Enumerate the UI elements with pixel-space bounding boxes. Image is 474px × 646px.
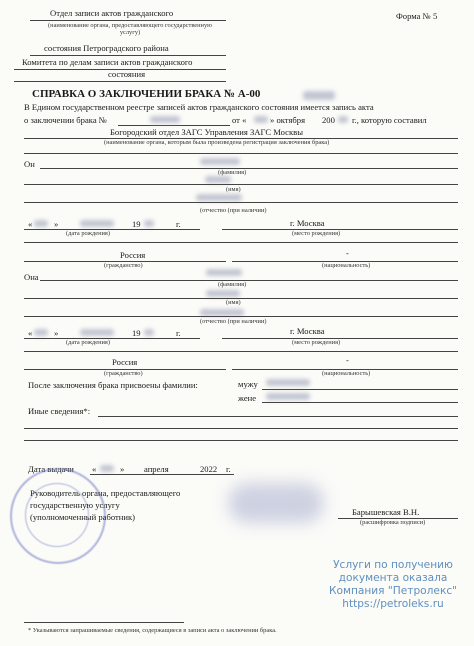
underline bbox=[24, 440, 458, 441]
redacted-birth-year bbox=[144, 329, 154, 336]
underline bbox=[24, 298, 458, 299]
redacted-birth-year bbox=[144, 220, 154, 227]
watermark-line-3: Компания "Петролекс" bbox=[328, 585, 458, 597]
nationality: - bbox=[346, 248, 349, 258]
certificate-title: СПРАВКА О ЗАКЛЮЧЕНИИ БРАКА № А-00 bbox=[32, 88, 261, 100]
nationality: - bbox=[346, 355, 349, 365]
redacted-record-number bbox=[150, 116, 180, 123]
redacted-birth-month bbox=[80, 220, 114, 227]
redacted-year-digit bbox=[338, 116, 348, 123]
issue-quote-open: « bbox=[92, 464, 97, 474]
birth-place: г. Москва bbox=[290, 218, 325, 228]
birth-place: г. Москва bbox=[290, 326, 325, 336]
underline bbox=[90, 474, 234, 475]
issue-quote-close: » bbox=[120, 464, 125, 474]
issue-year-suffix: г. bbox=[226, 464, 231, 474]
birth-quote-open: « bbox=[28, 328, 33, 338]
wife-label: жене bbox=[238, 393, 257, 403]
he-label: Он bbox=[24, 159, 35, 169]
underline bbox=[24, 242, 458, 243]
signer-caption: (расшифровка подписи) bbox=[360, 519, 426, 526]
redacted-birth-month bbox=[80, 329, 114, 336]
birth-quote-open: « bbox=[28, 219, 33, 229]
redacted-number bbox=[303, 91, 335, 100]
underline bbox=[24, 202, 458, 203]
birth-quote-close: » bbox=[54, 219, 59, 229]
birth-date-caption: (дата рождения) bbox=[66, 339, 110, 346]
husband-label: мужу bbox=[238, 379, 258, 389]
name-caption: (имя) bbox=[226, 299, 241, 306]
redacted-birth-day bbox=[34, 329, 48, 336]
birth-place-caption: (место рождения) bbox=[292, 339, 341, 346]
divider bbox=[30, 20, 226, 21]
patronymic-caption: (отчество (при наличии) bbox=[200, 207, 267, 214]
issue-year: 2022 bbox=[200, 464, 218, 474]
birth-year: 19 bbox=[132, 219, 141, 229]
underline bbox=[118, 125, 230, 126]
underline bbox=[40, 280, 458, 281]
redacted-patronymic bbox=[196, 194, 242, 201]
surnames-after-label: После заключения брака присвоены фамилии: bbox=[28, 380, 198, 390]
redacted-patronymic bbox=[200, 309, 244, 316]
underline bbox=[222, 229, 458, 230]
redacted-husband-surname bbox=[266, 379, 310, 386]
citizenship-caption: (гражданство) bbox=[104, 262, 143, 269]
nationality-caption: (национальность) bbox=[322, 370, 371, 377]
watermark-line-2: документа оказала bbox=[338, 572, 448, 584]
watermark-link: https://petroleks.ru bbox=[342, 598, 444, 610]
surname-caption: (фамилия) bbox=[218, 281, 247, 288]
registry-office-caption: (наименование органа, предоставляющего государственную услугу) bbox=[48, 22, 212, 37]
underline bbox=[24, 316, 458, 317]
registry-office: Отдел записи актов гражданского bbox=[50, 8, 174, 18]
she-label: Она bbox=[24, 272, 39, 282]
committee-line-2: состояния bbox=[108, 69, 146, 79]
citizenship: Россия bbox=[112, 357, 138, 367]
intro-month: » октября bbox=[270, 115, 306, 125]
birth-date-caption: (дата рождения) bbox=[66, 230, 110, 237]
redacted-name bbox=[206, 290, 240, 297]
head-line-1: Руководитель органа, предоставляющего bbox=[30, 488, 181, 498]
birth-year-suffix: г. bbox=[176, 219, 181, 229]
underline bbox=[24, 229, 200, 230]
underline bbox=[222, 338, 458, 339]
signer-name: Барышевская В.Н. bbox=[352, 507, 420, 517]
redacted-issue-day bbox=[100, 465, 114, 472]
divider bbox=[30, 55, 226, 56]
redacted-surname bbox=[200, 158, 240, 165]
birth-quote-close: » bbox=[54, 328, 59, 338]
footnote-divider bbox=[24, 622, 184, 623]
intro-from: от « bbox=[232, 115, 247, 125]
intro-year: 200 bbox=[322, 115, 335, 125]
redacted-day bbox=[254, 116, 268, 123]
citizenship-caption: (гражданство) bbox=[104, 370, 143, 377]
issue-date-label: Дата выдачи bbox=[28, 464, 74, 474]
footnote: * Указываются запрашиваемые сведения, содержащиеся в записи акта о заключении брака. bbox=[28, 627, 277, 634]
underline bbox=[262, 389, 458, 390]
authority-caption: (наименование органа, которым была произведена регистрация заключения брака) bbox=[104, 139, 330, 146]
watermark-line-1: Услуги по получению bbox=[333, 559, 453, 571]
citizenship: Россия bbox=[120, 250, 146, 260]
intro-suffix: г., которую составил bbox=[352, 115, 427, 125]
divider bbox=[14, 81, 226, 82]
other-info-label: Иные сведения*: bbox=[28, 406, 91, 416]
issue-month: апреля bbox=[144, 464, 169, 474]
redacted-surname bbox=[206, 269, 242, 276]
intro-line-1: В Едином государственном реестре записей актов гражданского состояния имеется запись акта bbox=[24, 102, 374, 112]
signature-image bbox=[228, 483, 324, 523]
nationality-caption: (национальность) bbox=[322, 262, 371, 269]
surname-caption: (фамилия) bbox=[218, 169, 247, 176]
head-line-3: (уполномоченный работник) bbox=[30, 512, 135, 522]
underline bbox=[24, 428, 458, 429]
underline bbox=[24, 338, 200, 339]
committee-line-1: Комитета по делам записи актов гражданского bbox=[22, 57, 193, 67]
birth-place-caption: (место рождения) bbox=[292, 230, 341, 237]
redacted-birth-day bbox=[34, 220, 48, 227]
birth-year-suffix: г. bbox=[176, 328, 181, 338]
head-line-2: государственную услугу bbox=[30, 500, 120, 510]
condition-line: состояния Петроградского района bbox=[44, 43, 169, 53]
underline bbox=[98, 416, 458, 417]
underline bbox=[262, 402, 458, 403]
name-caption: (имя) bbox=[226, 186, 241, 193]
redacted-wife-surname bbox=[266, 393, 310, 400]
underline bbox=[24, 351, 458, 352]
redacted-name bbox=[205, 176, 231, 183]
patronymic-caption: (отчество (при наличии) bbox=[200, 318, 267, 325]
underline bbox=[40, 168, 458, 169]
intro-line-2-prefix: о заключении брака № bbox=[24, 115, 107, 125]
registering-authority: Богородский отдел ЗАГС Управления ЗАГС Москвы bbox=[110, 127, 303, 137]
birth-year: 19 bbox=[132, 328, 141, 338]
underline bbox=[24, 184, 458, 185]
underline bbox=[24, 153, 458, 154]
form-number: Форма № 5 bbox=[396, 11, 438, 21]
